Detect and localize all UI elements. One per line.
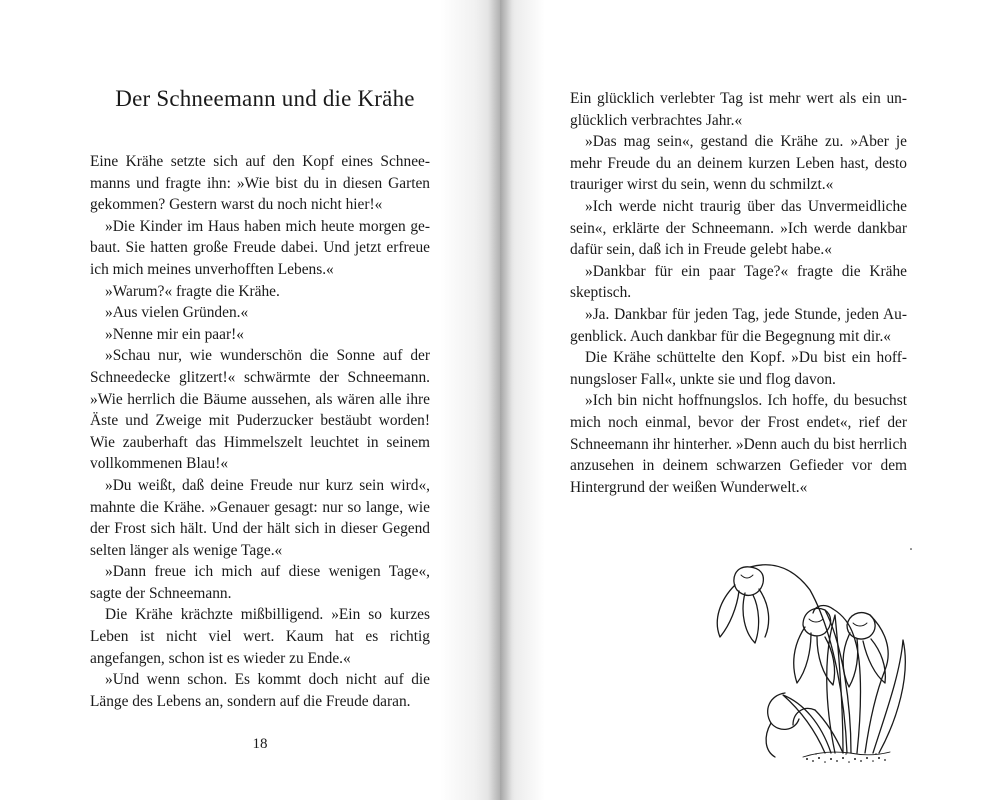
- page-number: 18: [252, 736, 268, 752]
- paragraph: »Dann freue ich mich auf diese wenigen Tage«, sagte der Schneemann.: [90, 563, 430, 602]
- right-page-text: [570, 88, 907, 498]
- paragraph: »Schau nur, wie wunderschön die Sonne auf der Schneedecke glitzert!« schwärmte der Schneemann. »Wie herrlich die Bäume aussehen, als wären alle ihre Äste und Zweige mit Puderzucker bestäubt worden! Wie zauberhaft das Himmelszelt leuchtet in seinem vollkommenen Blau!«: [90, 347, 430, 473]
- paragraph: »Du weißt, daß deine Freude nur kurz sein wird«, mahnte die Krähe. »Genauer gesagt: nur so lange, wie der Frost sich hält. Und der hält sich in dieser Gegend selten länger als wenige Tage.«: [90, 476, 430, 559]
- story-title: Der Schneemann und die Krähe: [115, 86, 415, 111]
- paragraph: »Ich bin nicht hoffnungslos. Ich hoffe, du besuchst mich noch einmal, bevor der Frost endet«, rief der Schneemann ihr hinterher. »Denn auch du bist herrlich anzusehen in deinem schwarzen Gefieder vor dem Hintergrund der weißen Wunderwelt.«: [570, 392, 907, 496]
- paragraph: »Die Kinder im Haus haben mich heute morgen gebaut. Sie hatten große Freude dabei. Und jetzt erfreue ich mich meines unverhofften Lebens.«: [90, 217, 430, 278]
- paragraph: Die Krähe krächzte mißbilligend. »Ein so kurzes Leben ist nicht viel wert. Kaum hat es richtig angefangen, schon ist es wieder zu Ende.«: [90, 606, 430, 667]
- paragraph: Die Krähe schüttelte den Kopf. »Du bist ein hoffnungsloser Fall«, unkte sie und flog davon.: [570, 349, 907, 388]
- paragraph: »Warum?« fragte die Krähe.: [105, 282, 280, 300]
- paragraph: »Und wenn schon. Es kommt doch nicht auf die Länge des Lebens an, sondern auf die Freude daran.: [90, 671, 430, 710]
- paragraph: Ein glücklich verlebter Tag ist mehr wert als ein unglücklich verbrachtes Jahr.«: [570, 90, 907, 129]
- book-gutter: [488, 0, 512, 800]
- paragraph: »Ja. Dankbar für jeden Tag, jede Stunde, jeden Augenblick. Auch dankbar für die Begegnung mit dir.«: [570, 305, 907, 345]
- paragraph: »Aus vielen Gründen.«: [105, 304, 249, 322]
- paragraph: »Dankbar für ein paar Tage?« fragte die Krähe skeptisch.: [570, 262, 907, 302]
- left-page-text: [90, 151, 430, 712]
- paragraph: »Nenne mir ein paar!«: [105, 325, 244, 343]
- paragraph: »Ich werde nicht traurig über das Unvermeidliche sein«, erklärte der Schneemann. »Ich werde dankbar dafür sein, daß ich in Freude gelebt habe.«: [570, 197, 907, 259]
- paragraph: Eine Krähe setzte sich auf den Kopf eines Schneemanns und fragte ihn: »Wie bist du in diesen Garten gekommen? Gestern warst du noch nicht hier!«: [90, 153, 430, 214]
- paragraph: »Das mag sein«, gestand die Krähe zu. »Aber je mehr Freude du an deinem kurzen Leben hast, desto trauriger wirst du sein, wenn du schmilzt.«: [570, 133, 907, 194]
- snowdrop-flowers-icon: [675, 545, 925, 770]
